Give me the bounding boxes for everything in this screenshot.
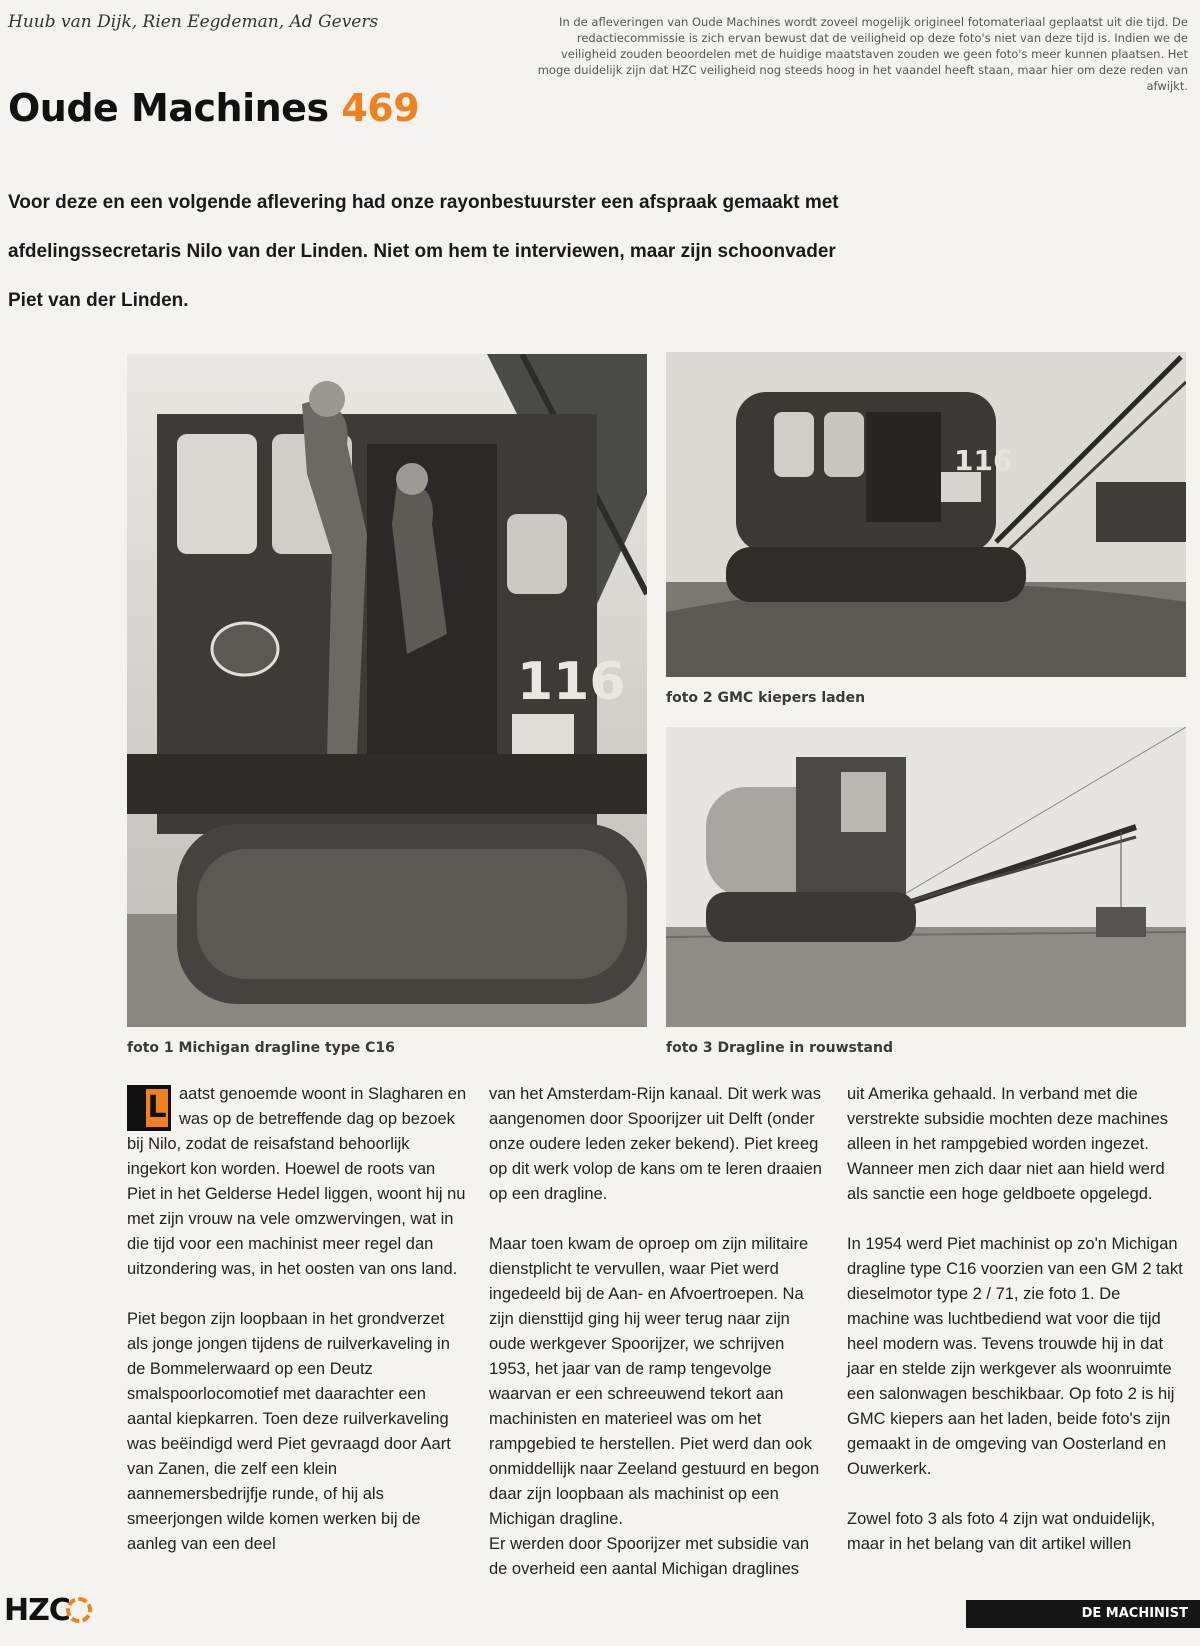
col3-paragraph-1: uit Amerika gehaald. In verband met die verstrekte subsidie mochten deze machines alleen in het rampgebied worden ingezet. Wanneer men zich daar niet aan hield werd als sanctie een hoge geldboete opgelegd. [847, 1085, 1168, 1203]
intro-lead: Voor deze en een volgende aflevering had onze rayonbestuurster een afspraak gemaakt met afdelingssecretaris Nilo van der Linden. Niet om hem te interviewen, maar zijn schoonvader Piet van der Linden. [8, 192, 839, 311]
logo-text: HZC [4, 1593, 70, 1628]
photo-3-caption: foto 3 Dragline in rouwstand [666, 1040, 893, 1056]
dropcap: L [127, 1085, 171, 1131]
col1-paragraph-1: aatst genoemde woont in Slagharen en was op de betreffende dag op bezoek bij Nilo, zodat de reisafstand behoorlijk ingekort kon worden. Hoewel de roots van Piet in het Gelderse Hedel liggen, woont hij nu met zijn vrouw na vele omzwervingen, wat in die tijd voor een machinist meer regel dan uitzondering was, in het oosten van ons land. [127, 1085, 467, 1278]
photo-3-dragline-mourning [666, 727, 1186, 1027]
col1-paragraph-2: Piet begon zijn loopbaan in het grondverzet als jonge jongen tijdens de ruilverkaveling in de Bommelerwaard op een Deutz smalspoorlocomotief met daarachter een aantal kiepkarren. Toen deze ruilverkaveling was beëindigd werd Piet gevraagd door Aart van Zanen, die zelf een klein aannemersbedrijfje runde, of hij als smeerjongen wilde komen werken bij de aanleg van een deel [127, 1310, 451, 1553]
title-text: Oude Machines [8, 86, 329, 130]
photo-1-caption: foto 1 Michigan dragline type C16 [127, 1040, 395, 1056]
article-title [8, 86, 419, 130]
hzc-logo [4, 1593, 92, 1628]
col3-paragraph-2: In 1954 werd Piet machinist op zo'n Michigan dragline type C16 voorzien van een GM 2 takt dieselmotor type 2 / 71, zie foto 1. De machine was luchtbediend wat voor die tijd heel modern was. Tevens trouwde hij in dat jaar en stelde zijn werkgever als woonruimte een salonwagen beschikbaar. Op foto 2 is hij GMC kiepers aan het laden, beide foto's zijn gemaakt in de omgeving van Oosterland en Ouwerkerk. [847, 1235, 1183, 1478]
col2-paragraph-2: Maar toen kwam de oproep om zijn militaire dienstplicht te vervullen, waar Piet werd ingedeeld bij de Aan- en Afvoertroepen. Na zijn diensttijd ging hij weer terug naar zijn oude werkgever Spoorijzer, we schrijven 1953, het jaar van de ramp tengevolge waarvan er een schreeuwend tekort aan machinisten en materieel was om het rampgebied te herstellen. Piet werd dan ook onmiddellijk naar Zeeland gestuurd en begon daar zijn loopbaan als machinist op een Michigan dragline. [489, 1235, 820, 1528]
col3-paragraph-3: Zowel foto 3 als foto 4 zijn wat onduidelijk, maar in het belang van dit artikel willen [847, 1510, 1156, 1553]
body-column-3 [847, 1082, 1187, 1557]
safety-disclaimer: In de afleveringen van Oude Machines wordt zoveel mogelijk origineel fotomateriaal geplaatst uit die tijd. De redactiecommissie is zich ervan bewust dat de veiligheid op deze foto's niet van deze tijd is. Indien we de veiligheid zouden beoordelen met de huidige maatstaven zouden we geen foto's meer kunnen plaatsen. Het moge duidelijk zijn dat HZC veiligheid nog steeds hoog in het vaandel heeft staan, maar hier om deze reden van afwijkt. [537, 15, 1188, 93]
gear-icon [66, 1597, 92, 1623]
photo1-number: 116 [517, 652, 626, 712]
body-column-1 [127, 1082, 467, 1557]
authors-byline: Huub van Dijk, Rien Eegdeman, Ad Gevers [8, 12, 379, 32]
magazine-footer: DE MACHINIST [966, 1600, 1200, 1628]
col2-paragraph-3: Er werden door Spoorijzer met subsidie van de overheid een aantal Michigan draglines [489, 1535, 810, 1578]
photo-1-dragline [127, 354, 647, 1027]
col2-paragraph-1: van het Amsterdam-Rijn kanaal. Dit werk was aangenomen door Spoorijzer uit Delft (onder onze oudere leden zeker bekend). Piet kreeg op dit werk volop de kans om te leren draaien op een dragline. [489, 1085, 822, 1203]
photo-2-gmc-loading [666, 352, 1186, 677]
title-number: 469 [341, 86, 420, 130]
body-column-2 [489, 1082, 829, 1582]
photo-2-caption: foto 2 GMC kiepers laden [666, 690, 866, 706]
photo2-number: 116 [954, 444, 1013, 477]
